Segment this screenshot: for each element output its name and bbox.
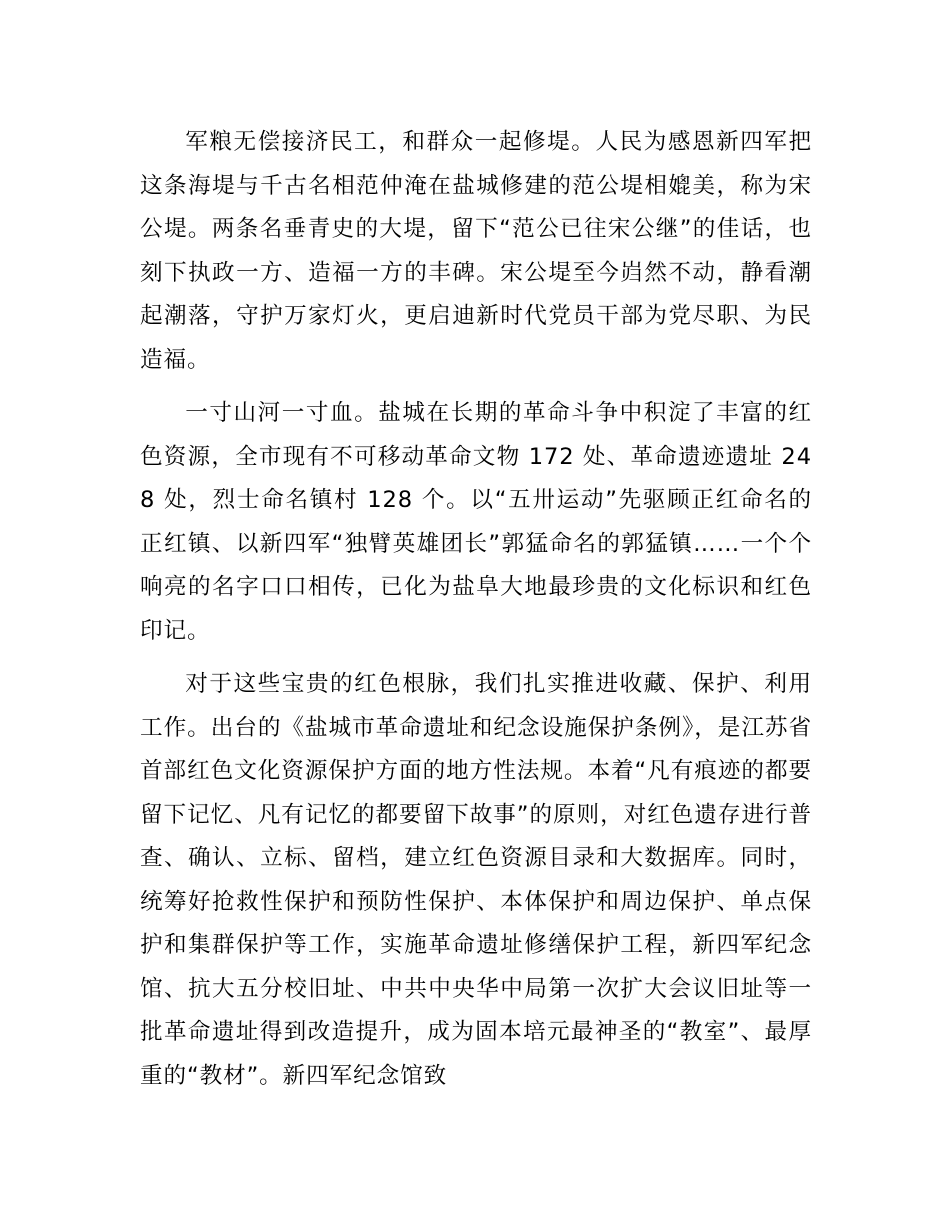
paragraph-1: 军粮无偿接济民工，和群众一起修堤。人民为感恩新四军把这条海堤与千古名相范仲淹在盐城修建的范公堤相媲美，称为宋公堤。两条名垂青史的大堤，留下“范公已往宋公继”的佳话，也刻下执政一方、造福一方的丰碑。宋公堤至今岿然不动，静看潮起潮落，守护万家灯火，更启迪新时代党员干部为党尽职、为民造福。 (140, 129, 812, 373)
paragraph-2: 一寸山河一寸血。盐城在长期的革命斗争中积淀了丰富的红色资源，全市现有不可移动革命文物 172 处、革命遗迹遗址 248 处，烈士命名镇村 128 个。以“五卅运动”先驱顾正红命名的正红镇、以新四军“独臂英雄团长”郭猛命名的郭猛镇……一个个响亮的名字口口相传，已化为盐阜大地最珍贵的文化标识和红色印记。 (140, 400, 812, 644)
paragraph-3: 对于这些宝贵的红色根脉，我们扎实推进收藏、保护、利用工作。出台的《盐城市革命遗址和纪念设施保护条例》，是江苏省首部红色文化资源保护方面的地方性法规。本着“凡有痕迹的都要留下记忆、凡有记忆的都要留下故事”的原则，对红色遗存进行普查、确认、立标、留档，建立红色资源目录和大数据库。同时，统筹好抢救性保护和预防性保护、本体保护和周边保护、单点保护和集群保护等工作，实施革命遗址修缮保护工程，新四军纪念馆、抗大五分校旧址、中共中央华中局第一次扩大会议旧址等一批革命遗址得到改造提升，成为固本培元最神圣的“教室”、最厚重的“教材”。新四军纪念馆致 (140, 671, 812, 1089)
document-page (140, 121, 812, 1108)
